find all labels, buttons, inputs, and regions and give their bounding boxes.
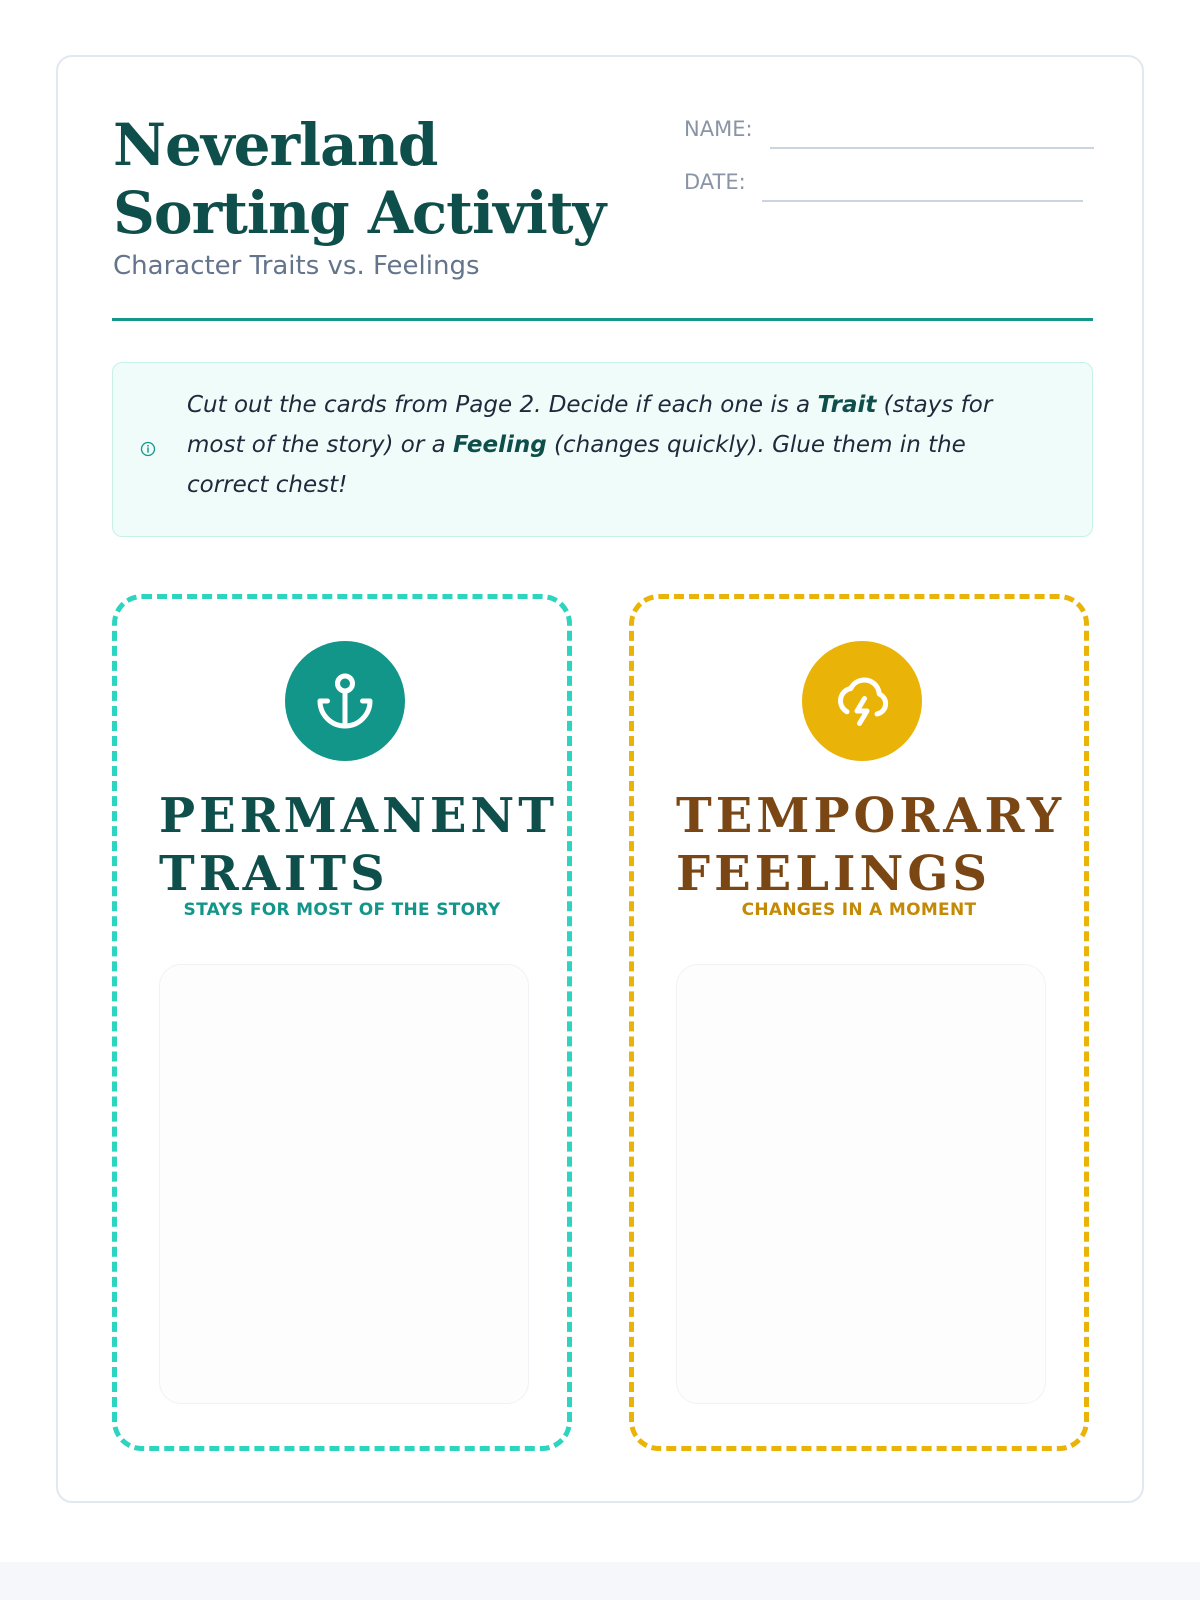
instruction-box: [112, 362, 1093, 537]
trait-keyword: Trait: [817, 392, 877, 418]
instruction-text: Cut out the cards from Page 2. Decide if each one is a Trait (stays for most of the story) or a Feeling (changes quickly). Glue them in the correct chest!: [187, 392, 993, 498]
traits-chest-subtitle: STAYS FOR MOST OF THE STORY: [183, 900, 501, 920]
anchor-icon: [285, 641, 405, 761]
name-label: NAME:: [684, 117, 753, 141]
date-line[interactable]: [762, 200, 1083, 202]
feelings-drop-zone[interactable]: [676, 964, 1046, 1404]
traits-chest-title: PERMANENT TRAITS: [159, 788, 558, 902]
feelings-chest-subtitle: CHANGES IN A MOMENT: [741, 900, 977, 920]
name-field[interactable]: [684, 113, 1094, 149]
name-line[interactable]: [770, 147, 1094, 149]
date-label: DATE:: [684, 170, 746, 194]
feelings-chest-title: TEMPORARY FEELINGS: [676, 788, 1066, 902]
header-divider: [112, 318, 1093, 321]
page-title: Neverland Sorting Activity: [113, 111, 606, 247]
worksheet-card: [56, 55, 1144, 1503]
feelings-chest: [629, 594, 1089, 1451]
page-bottom-band: [0, 1562, 1200, 1600]
date-field[interactable]: [684, 166, 1094, 202]
traits-drop-zone[interactable]: [159, 964, 529, 1404]
feeling-keyword: Feeling: [453, 432, 547, 458]
cloud-lightning-icon: [802, 641, 922, 761]
traits-chest: [112, 594, 572, 1451]
page-subtitle: Character Traits vs. Feelings: [113, 251, 480, 281]
info-icon: [140, 441, 156, 457]
